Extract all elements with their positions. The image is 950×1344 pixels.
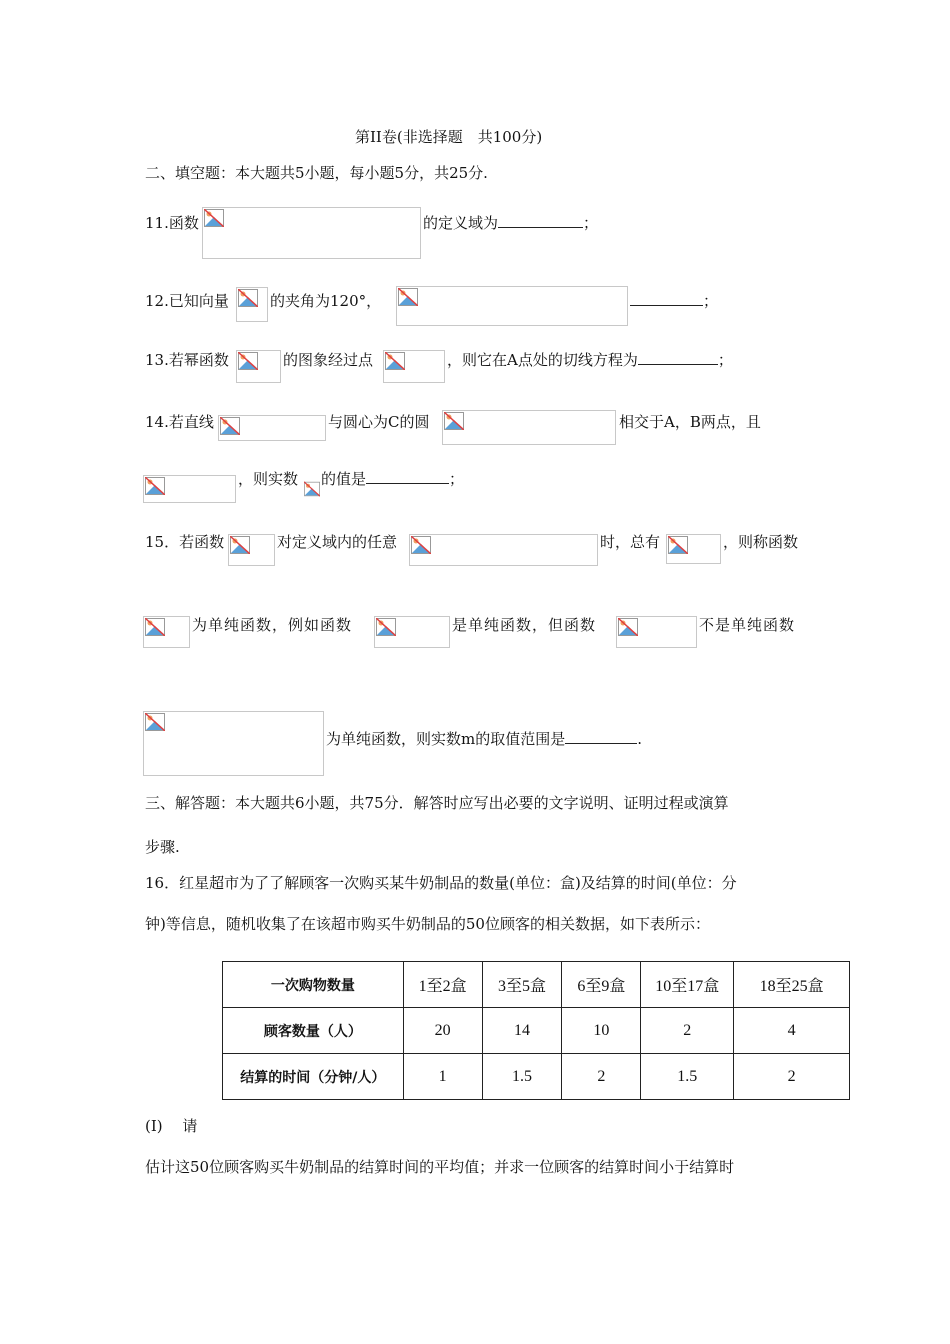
q14-line2-suffix: 的值是 ； [321, 470, 465, 488]
table-row-label: 顾客数量（人） [223, 1008, 404, 1054]
q13-middle: 的图象经过点 [283, 351, 374, 369]
q13-suffix: ，则它在A点处的切线方程为 ； [447, 351, 733, 369]
table-row-label: 结算的时间（分钟/人） [223, 1054, 404, 1100]
q11-prefix: 11.函数 [145, 214, 199, 232]
answer-blank[interactable] [498, 213, 583, 228]
table-header-row [223, 962, 850, 1008]
table-header-cell: 18至25盒 [734, 962, 850, 1008]
data-table [222, 961, 850, 1100]
answer-blank[interactable] [565, 729, 637, 744]
q15-post2: ，则称函数 [723, 533, 799, 551]
table-cell: 20 [403, 1008, 482, 1054]
broken-image-icon [666, 534, 721, 564]
q16-text-line2: 钟)等信息，随机收集了在该超市购买牛奶制品的50位顾客的相关数据，如下表所示： [145, 915, 710, 933]
broken-image-icon [409, 534, 598, 566]
table-header-cell: 6至9盒 [562, 962, 641, 1008]
part-1-text: 估计这50位顾客购买牛奶制品的结算时间的平均值；并求一位顾客的结算时间小于结算时 [145, 1158, 735, 1176]
table-cell: 14 [482, 1008, 562, 1054]
table-header-cell: 10至17盒 [641, 962, 734, 1008]
table-cell: 1.5 [482, 1054, 562, 1100]
q16-text-line1: 16．红星超市为了了解顾客一次购买某牛奶制品的数量(单位：盒)及结算的时间(单位：分 [145, 874, 737, 892]
table-cell: 1 [403, 1054, 482, 1100]
section-2-heading: 二、填空题：本大题共5小题，每小题5分，共25分. [145, 164, 488, 182]
table-cell: 2 [562, 1054, 641, 1100]
table-row [223, 1054, 850, 1100]
broken-image-icon [143, 711, 324, 776]
broken-image-icon [143, 475, 236, 503]
q12-middle: 的夹角为120°， [270, 292, 382, 310]
section-3-heading: 三、解答题：本大题共6小题，共75分．解答时应写出必要的文字说明、证明过程或演算 [145, 794, 729, 812]
table-cell: 2 [734, 1054, 850, 1100]
table-cell: 2 [641, 1008, 734, 1054]
broken-image-icon [202, 207, 421, 259]
answer-blank[interactable] [630, 291, 703, 306]
q15-prefix: 15．若函数 [145, 533, 225, 551]
q14-middle: 与圆心为C的圆 [328, 413, 430, 431]
q15-middle: 对定义域内的任意 [277, 533, 398, 551]
q11-suffix: 的定义域为 ； [423, 214, 599, 232]
q14-prefix: 14.若直线 [145, 413, 214, 431]
broken-image-icon [396, 286, 628, 326]
broken-image-icon [616, 616, 697, 648]
q12-prefix: 12.已知向量 [145, 292, 229, 310]
q14-suffix: 相交于A，B两点，且 [619, 413, 761, 431]
table-header-cell: 1至2盒 [403, 962, 482, 1008]
q12-suffix: ； [630, 291, 718, 311]
q15-post: 时，总有 [600, 533, 661, 551]
table-header-cell: 3至5盒 [482, 962, 562, 1008]
q15-line2c: 不是单纯函数 [699, 616, 796, 634]
broken-image-icon [143, 616, 190, 648]
page-title: 第II卷(非选择题 共100分) [355, 128, 543, 146]
q15-line2a: 为单纯函数，例如函数 [192, 616, 353, 634]
broken-image-icon [236, 287, 268, 322]
section-3-heading-cont: 步骤. [145, 838, 180, 856]
answer-blank[interactable] [638, 350, 718, 365]
q15-line2b: 是单纯函数，但函数 [452, 616, 597, 634]
table-cell: 4 [734, 1008, 850, 1054]
table-cell: 1.5 [641, 1054, 734, 1100]
broken-image-icon [442, 410, 616, 445]
q14-line2: ，则实数 [238, 470, 299, 488]
broken-image-icon [374, 616, 450, 648]
broken-image-icon [236, 350, 281, 383]
answer-blank[interactable] [366, 469, 449, 484]
table-cell: 10 [562, 1008, 641, 1054]
table-row [223, 1008, 850, 1054]
q15-line3: 为单纯函数，则实数m的取值范围是 . [326, 730, 643, 748]
part-1-label: (I) 请 [145, 1117, 198, 1135]
broken-image-icon [383, 350, 445, 383]
q13-prefix: 13.若幂函数 [145, 351, 229, 369]
broken-image-icon [218, 415, 326, 441]
broken-image-icon [303, 479, 319, 498]
table-header-cell: 一次购物数量 [223, 962, 404, 1008]
broken-image-icon [228, 534, 275, 566]
